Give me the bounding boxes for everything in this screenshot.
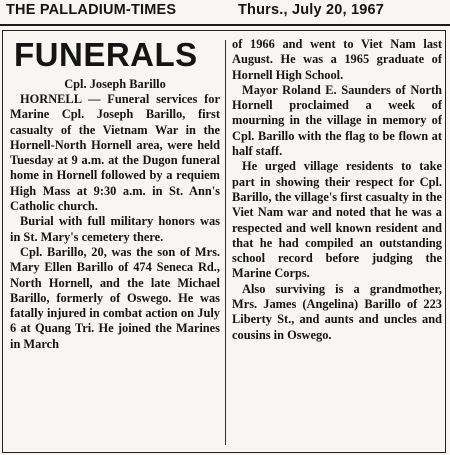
masthead xyxy=(6,2,446,22)
masthead-rule xyxy=(0,24,450,26)
article-paragraph: HORNELL — Funeral services for Marine Cpl. Joseph Barillo, first casualty of the Vietnam War in the Hornell-North Hornell area, were held Tuesday at 9 a.m. at the Dugon funeral home in Hornell followed by a requiem High Mass at 9:30 a.m. in St. Ann's Catholic church. xyxy=(10,92,220,214)
article-paragraph: Also surviving is a grandmother, Mrs. James (Angelina) Barillo of 223 Liberty St., and aunts and uncles and cousins in Oswego. xyxy=(232,281,442,342)
newspaper-name: THE PALLADIUM-TIMES xyxy=(6,2,177,18)
article-paragraph: He urged village residents to take part in showing their respect for Cpl. Barillo, the village's first casualty in the Viet Nam war and noted that he was a respected and well known resident and that he had compiled an outstanding school record before judging the Marine Corps. xyxy=(232,159,442,281)
article-byline: Cpl. Joseph Barillo xyxy=(64,77,166,91)
article-paragraph: Mayor Roland E. Saunders of North Hornell proclaimed a week of mourning in the village in memory of Cpl. Barillo with the flag to be flown at half staff. xyxy=(232,82,442,159)
issue-date: Thurs., July 20, 1967 xyxy=(238,2,385,18)
article-column-left xyxy=(10,37,220,449)
article-paragraph: Burial with full military honors was in St. Mary's cemetery there. xyxy=(10,214,220,244)
column-divider xyxy=(225,40,226,445)
article-headline: FUNERALS xyxy=(14,37,198,73)
article-paragraph: of 1966 and went to Viet Nam last August. He was a 1965 graduate of Hornell High School. xyxy=(232,37,442,82)
article-column-right xyxy=(232,37,442,449)
article-paragraph: Cpl. Barillo, 20, was the son of Mrs. Mary Ellen Barillo of 474 Seneca Rd., North Hornell, and the late Michael Barillo, formerly of Oswego. He was fatally injured in combat action on July 6 at Quang Tri. He joined the Marines in March xyxy=(10,244,220,351)
